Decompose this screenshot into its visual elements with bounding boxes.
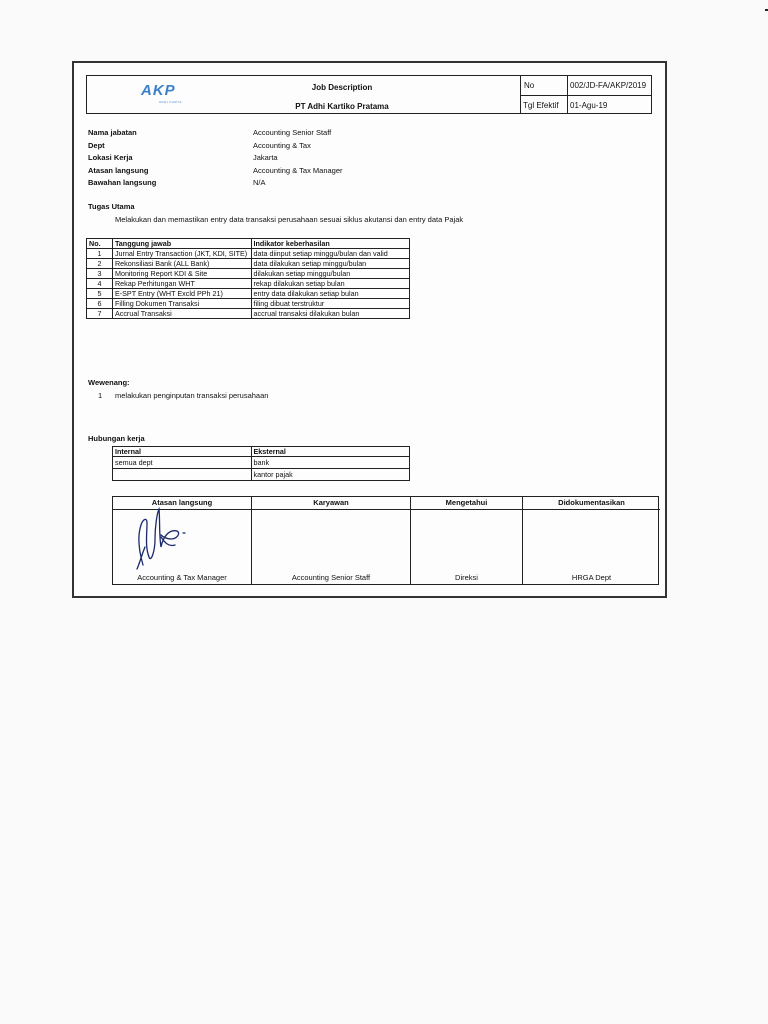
signature-column xyxy=(113,497,252,584)
duty-indicator: rekap dilakukan setiap bulan xyxy=(251,279,410,289)
info-label: Dept xyxy=(88,140,105,150)
duty-number: 4 xyxy=(87,279,113,289)
duty-number: 2 xyxy=(87,259,113,269)
duty-task: Filling Dokumen Transaksi xyxy=(112,299,251,309)
document-header xyxy=(86,75,652,114)
company-name: PT Adhi Kartiko Pratama xyxy=(295,102,389,111)
table-row xyxy=(113,457,410,469)
main-duties-description: Melakukan dan memastikan entry data transaksi perusahaan sesuai siklus akutansi dan entry data Pajak xyxy=(115,215,464,224)
work-relations-title: Hubungan kerja xyxy=(88,434,145,443)
table-header-row xyxy=(87,239,410,249)
signature-block xyxy=(112,496,659,585)
external-relation: bank xyxy=(251,457,409,469)
column-header: No. xyxy=(87,239,113,249)
duty-task: Rekonsiliasi Bank (ALL Bank) xyxy=(112,259,251,269)
handwritten-signature xyxy=(125,507,205,575)
column-header: Indikator keberhasilan xyxy=(251,239,410,249)
column-header: Eksternal xyxy=(251,447,409,457)
info-label: Bawahan langsung xyxy=(88,178,157,187)
doc-number-value: 002/JD-FA/AKP/2019 xyxy=(570,81,647,90)
effective-date-label: Tgl Efektif xyxy=(523,101,559,110)
duty-indicator: data diinput setiap minggu/bulan dan valid xyxy=(251,249,410,259)
signature-title: HRGA Dept xyxy=(571,573,612,582)
info-label: Atasan langsung xyxy=(88,165,149,175)
info-row xyxy=(88,152,388,165)
table-row xyxy=(87,279,410,289)
duty-indicator: dilakukan setiap minggu/bulan xyxy=(251,269,410,279)
signature-role: Mengetahui xyxy=(411,497,522,510)
column-header: Internal xyxy=(113,447,252,457)
doc-number-label: No xyxy=(524,81,535,90)
job-description-document xyxy=(72,61,667,598)
work-relations-table xyxy=(112,446,410,481)
signature-column xyxy=(411,497,523,584)
info-row xyxy=(88,140,388,153)
logo-subtext: ADHI KARYA xyxy=(159,100,182,104)
duty-indicator: entry data dilakukan setiap bulan xyxy=(251,289,410,299)
info-value: N/A xyxy=(253,178,266,187)
signature-column xyxy=(523,497,660,584)
table-row xyxy=(87,249,410,259)
document-title: Job Description xyxy=(311,83,373,92)
info-value: Accounting & Tax Manager xyxy=(253,165,343,175)
signature-column xyxy=(252,497,411,584)
duty-task: E-SPT Entry (WHT Excld PPh 21) xyxy=(112,289,251,299)
duty-task: Jurnal Entry Transaction (JKT, KDI, SITE) xyxy=(112,249,251,259)
table-row xyxy=(87,299,410,309)
authority-title: Wewenang: xyxy=(88,378,130,387)
info-label: Nama jabatan xyxy=(88,128,137,137)
duties-table xyxy=(86,238,410,319)
duty-number: 1 xyxy=(87,249,113,259)
info-label: Lokasi Kerja xyxy=(88,153,133,162)
info-value: Accounting Senior Staff xyxy=(253,128,332,137)
external-relation: kantor pajak xyxy=(251,469,409,481)
column-header: Tanggung jawab xyxy=(112,239,251,249)
effective-date-value: 01-Agu-19 xyxy=(570,101,608,110)
signature-title: Accounting & Tax Manager xyxy=(137,573,227,582)
signature-role: Karyawan xyxy=(252,497,410,510)
duty-task: Monitoring Report KDI & Site xyxy=(112,269,251,279)
duty-task: Rekap Perhitungan WHT xyxy=(112,279,251,289)
info-row xyxy=(88,127,388,140)
duty-number: 5 xyxy=(87,289,113,299)
authority-item-number: 1 xyxy=(98,391,103,400)
authority-item-text: melakukan penginputan transaksi perusahaan xyxy=(115,391,269,400)
info-row xyxy=(88,177,388,190)
table-row xyxy=(87,269,410,279)
signature-role: Didokumentasikan xyxy=(523,497,660,510)
duty-indicator: data dilakukan setiap minggu/bulan xyxy=(251,259,410,269)
job-info xyxy=(88,127,388,190)
info-row xyxy=(88,165,388,178)
header-divider xyxy=(520,95,651,96)
duty-number: 3 xyxy=(87,269,113,279)
info-value: Jakarta xyxy=(253,153,278,162)
company-logo xyxy=(141,82,213,104)
duty-task: Accrual Transaksi xyxy=(112,309,251,319)
table-row xyxy=(87,289,410,299)
main-duties-title: Tugas Utama xyxy=(88,202,135,211)
table-header-row xyxy=(113,447,410,457)
duty-number: 6 xyxy=(87,299,113,309)
internal-relation xyxy=(113,469,252,481)
table-row xyxy=(87,259,410,269)
duty-number: 7 xyxy=(87,309,113,319)
duty-indicator: filing dibuat terstruktur xyxy=(251,299,410,309)
table-row xyxy=(87,309,410,319)
table-row xyxy=(113,469,410,481)
duty-indicator: accrual transaksi dilakukan bulan xyxy=(251,309,410,319)
signature-role: Atasan langsung xyxy=(113,497,251,510)
internal-relation: semua dept xyxy=(113,457,252,469)
signature-title: Accounting Senior Staff xyxy=(291,573,371,582)
info-value: Accounting & Tax xyxy=(253,140,311,150)
signature-title: Direksi xyxy=(455,573,478,582)
logo-text: AKP xyxy=(141,82,176,99)
